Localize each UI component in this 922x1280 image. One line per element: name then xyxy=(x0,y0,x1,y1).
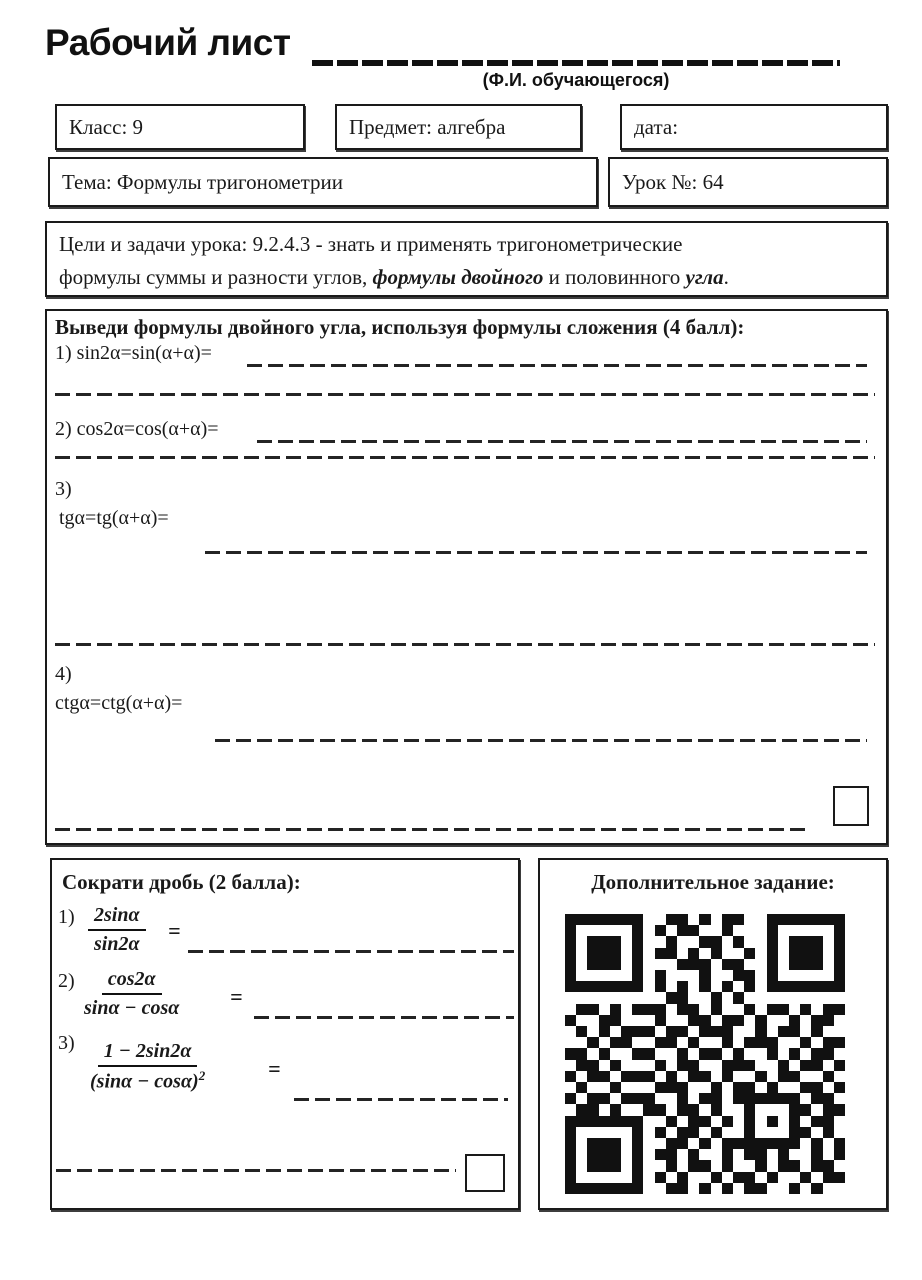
equals-sign: = xyxy=(268,1056,281,1081)
theme-box xyxy=(48,157,598,207)
task2-header: Сократи дробь (2 балла): xyxy=(62,870,301,894)
answer-line xyxy=(257,440,867,443)
fraction-denominator: sin2α xyxy=(94,933,140,955)
fraction-denominator: $(\sin\alpha - \cos\alpha)^2$ xyxy=(90,1068,206,1093)
goals-text-line2: формулы суммы и разности углов, xyxy=(59,264,373,289)
task1-item2-formula: 2) cos2α=cos(α+α)= xyxy=(55,418,219,440)
answer-line xyxy=(215,739,867,742)
answer-line xyxy=(55,456,875,459)
fraction-numerator: cos2α xyxy=(102,968,162,995)
goals-text-line1: Цели и задачи урока: 9.2.4.3 - знать и применять тригонометрические xyxy=(59,232,683,256)
answer-line xyxy=(188,950,514,953)
answer-line xyxy=(55,393,875,396)
answer-line xyxy=(247,364,867,367)
answer-line xyxy=(55,643,875,646)
class-box xyxy=(55,104,305,150)
fraction-exponent: 2 xyxy=(198,1068,206,1083)
task2-box xyxy=(50,858,520,1210)
date-label: дата: xyxy=(634,114,679,139)
fraction-numerator: 2sinα xyxy=(88,904,146,931)
task2-item2-fraction xyxy=(84,968,179,1020)
task2-item1-number: 1) xyxy=(58,906,75,928)
student-name-blank xyxy=(312,60,840,66)
goals-text-end: . xyxy=(723,264,729,289)
task1-item1-formula: 1) sin2α=sin(α+α)= xyxy=(55,342,212,364)
answer-line xyxy=(56,1169,456,1172)
goals-box xyxy=(45,221,888,297)
answer-line xyxy=(55,828,810,831)
equals-sign: = xyxy=(168,918,181,943)
extra-task-box xyxy=(538,858,888,1210)
task2-item3-fraction xyxy=(90,1040,205,1094)
goals-text-mid: и половинного xyxy=(543,264,686,289)
answer-line xyxy=(254,1016,514,1019)
qr-code xyxy=(565,914,845,1194)
equals-sign: = xyxy=(230,984,243,1009)
fraction-numerator: 1 − 2sin2α xyxy=(98,1040,198,1067)
lesson-number-label: Урок №: 64 xyxy=(622,169,724,194)
task1-header: Выведи формулы двойного угла, используя формулы сложения (4 балл): xyxy=(55,315,745,339)
task1-item4-number: 4) xyxy=(55,663,72,685)
goals-bold-double-angle: формулы двойного xyxy=(372,264,544,289)
answer-line xyxy=(205,551,867,554)
task2-item3-number: 3) xyxy=(58,1032,75,1054)
score-checkbox xyxy=(465,1154,505,1192)
subject-box xyxy=(335,104,582,150)
answer-line xyxy=(294,1098,508,1101)
class-label: Класс: 9 xyxy=(69,114,144,139)
goals-bold-angle: угла xyxy=(685,264,724,289)
task1-box xyxy=(45,309,888,845)
lesson-box xyxy=(608,157,888,207)
student-name-caption: (Ф.И. обучающегося) xyxy=(482,70,670,90)
subject-label: Предмет: алгебра xyxy=(349,114,506,139)
date-box xyxy=(620,104,888,150)
extra-task-header: Дополнительное задание: xyxy=(591,870,835,894)
theme-label: Тема: Формулы тригонометрии xyxy=(62,169,343,194)
task2-item2-number: 2) xyxy=(58,970,75,992)
page-title: Рабочий лист xyxy=(45,22,291,63)
score-checkbox xyxy=(833,786,869,826)
task1-item3-number: 3) xyxy=(55,478,72,500)
task1-item3-formula: tgα=tg(α+α)= xyxy=(59,507,169,529)
task1-item4-formula: ctgα=ctg(α+α)= xyxy=(55,692,183,714)
task2-item1-fraction xyxy=(88,904,146,956)
fraction-denominator: sinα − cosα xyxy=(84,997,180,1019)
